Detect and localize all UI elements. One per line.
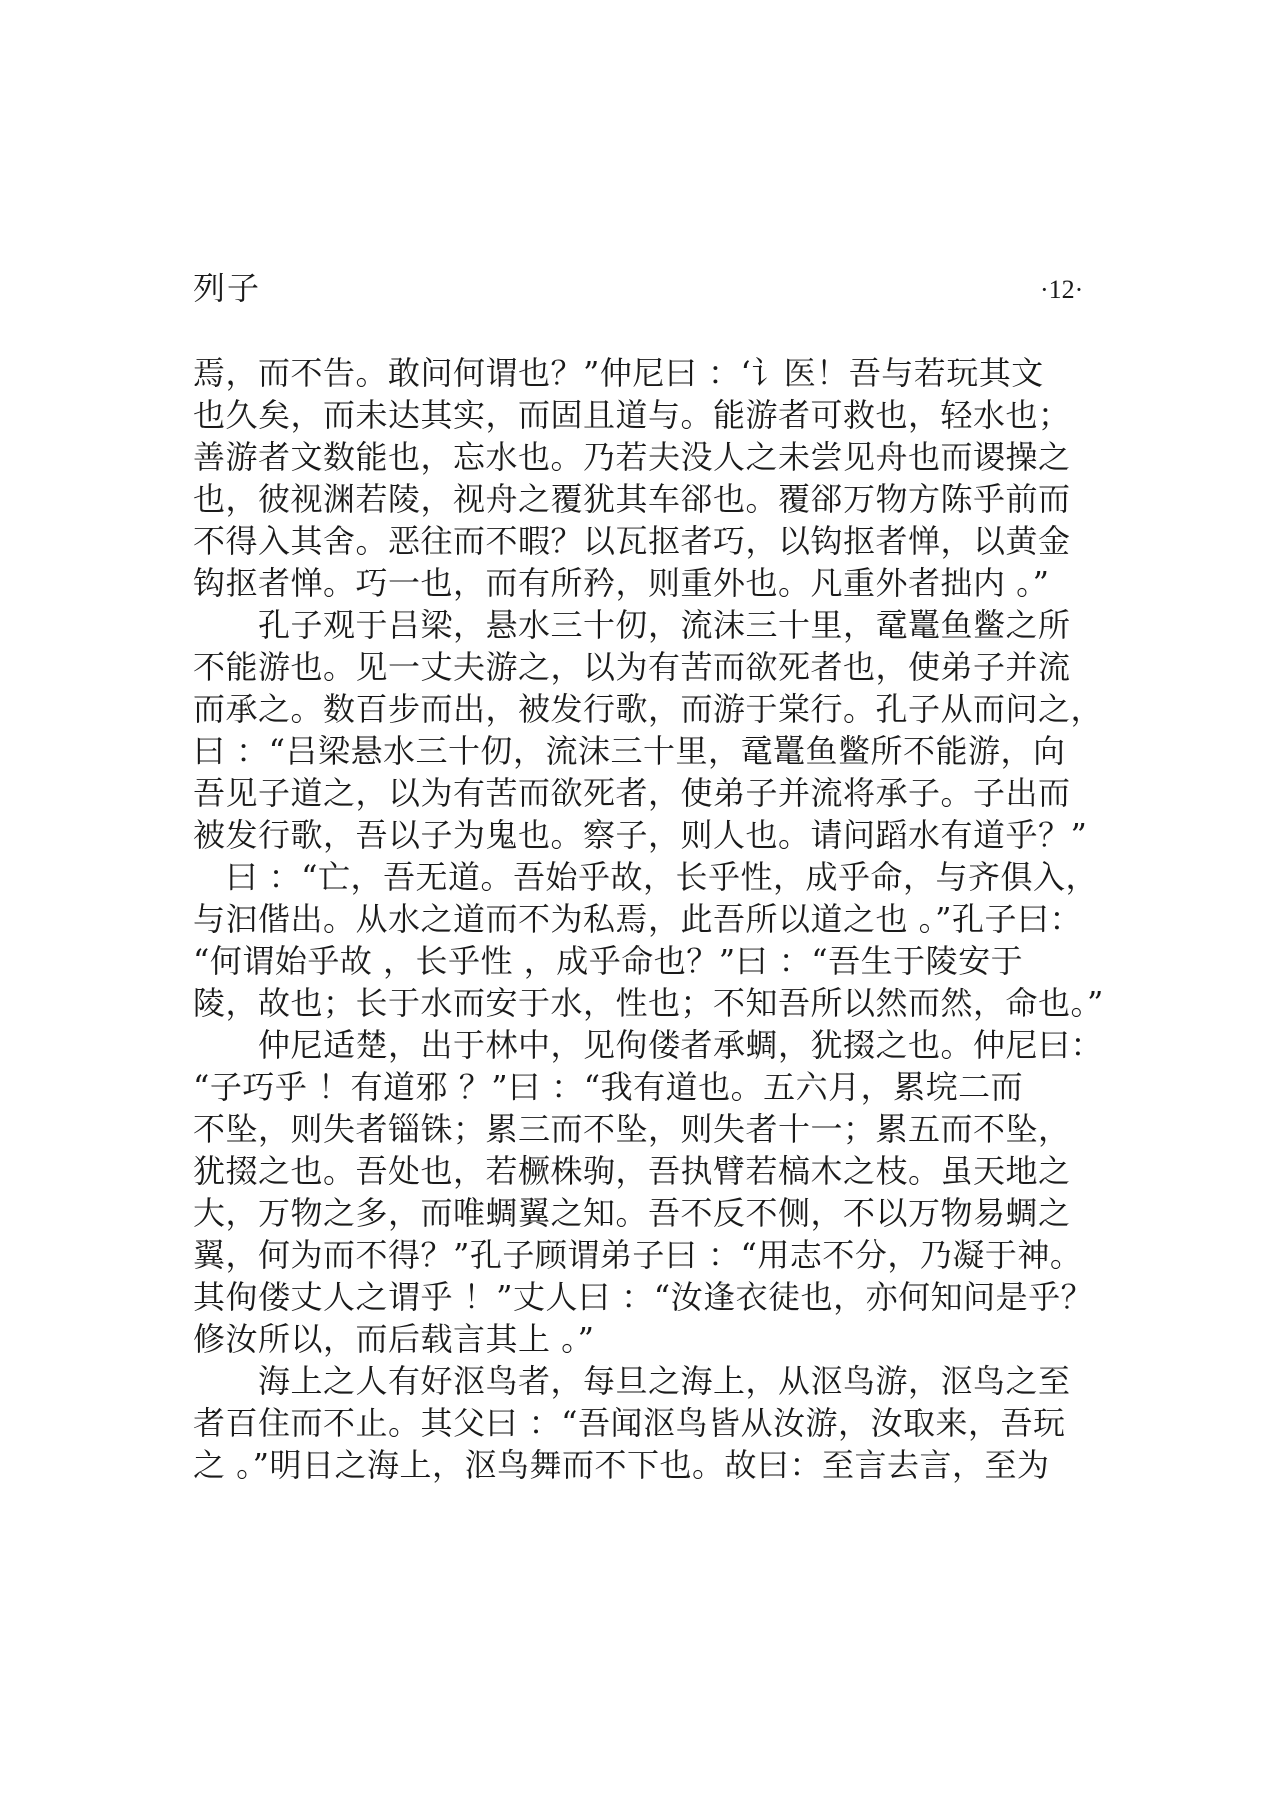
text-line: 而承之。数百步而出，被发行歌，而游于棠行。孔子从而问之， [193, 690, 1104, 728]
text-line: 陵，故也；长于水而安于水，性也；不知吾所以然而然，命也。” [193, 984, 1104, 1022]
body-text [193, 352, 1113, 1486]
text-line: 孔子观于吕梁，悬水三十仞，流沫三十里，鼋鼍鱼鳖之所 [193, 606, 1071, 644]
text-line: “子巧乎 ！有道邪 ？”曰 ：“我有道也。五六月，累垸二而 [193, 1068, 1024, 1106]
text-line: 其佝偻丈人之谓乎 ！”丈人曰 ：“汝逢衣徒也，亦何知问是乎？ [193, 1278, 1094, 1316]
text-line: 大，万物之多，而唯蜩翼之知。吾不反不侧，不以万物易蜩之 [193, 1194, 1071, 1232]
text-line: “何谓始乎故 ，长乎性 ，成乎命也？”曰 ：“吾生于陵安于 [193, 942, 1024, 980]
page-number: ·12· [1040, 275, 1084, 304]
text-line: 钩抠者惮。巧一也，而有所矜，则重外也。凡重外者拙内 。” [193, 564, 1050, 602]
text-line: 与汩偕出。从水之道而不为私焉，此吾所以道之也 。”孔子曰： [193, 900, 1083, 938]
text-line: 者百住而不止。其父曰 ：“吾闻沤鸟皆从汝游，汝取来，吾玩 [193, 1404, 1066, 1442]
text-line: 海上之人有好沤鸟者，每旦之海上，从沤鸟游，沤鸟之至 [193, 1362, 1071, 1400]
text-line: 犹掇之也。吾处也，若橛株驹，吾执臂若槁木之枝。虽天地之 [193, 1152, 1071, 1190]
text-line: 曰 ：“吕梁悬水三十仞，流沫三十里，鼋鼍鱼鳖所不能游，向 [193, 732, 1066, 770]
text-line: 翼，何为而不得？”孔子顾谓弟子曰 ：“用志不分，乃凝于神。 [193, 1236, 1083, 1274]
text-line: 不能游也。见一丈夫游之，以为有苦而欲死者也，使弟子并流 [193, 648, 1071, 686]
text-line: 之 。”明日之海上，沤鸟舞而不下也。故曰：至言去言，至为 [193, 1446, 1050, 1484]
running-title: 列子 [193, 269, 262, 307]
text-line: 善游者文数能也，忘水也。乃若夫没人之未尝见舟也而谡操之 [193, 438, 1071, 476]
text-line: 不坠，则失者锱铢；累三而不坠，则失者十一；累五而不坠， [193, 1110, 1071, 1148]
text-line: 也久矣，而未达其实，而固且道与。能游者可救也，轻水也； [193, 396, 1071, 434]
text-line: 也，彼视渊若陵，视舟之覆犹其车郤也。覆郤万物方陈乎前而 [193, 480, 1071, 518]
text-line: 吾见子道之，以为有苦而欲死者，使弟子并流将承子。子出而 [193, 774, 1071, 812]
text-line: 不得入其舍。恶往而不暇？以瓦抠者巧，以钩抠者惮，以黄金 [193, 522, 1071, 560]
text-line: 仲尼适楚，出于林中，见佝偻者承蜩，犹掇之也。仲尼曰： [193, 1026, 1104, 1064]
text-line: 修汝所以，而后载言其上 。” [193, 1320, 595, 1358]
text-line: 焉，而不告。敢问何谓也？”仲尼曰 ：‘讠医！吾与若玩其文 [193, 354, 1044, 392]
text-line: 曰 ：“亡，吾无道。吾始乎故，长乎性，成乎命，与齐俱入， [193, 858, 1099, 896]
text-line: 被发行歌，吾以子为鬼也。察子，则人也。请问蹈水有道乎？” [193, 816, 1088, 854]
